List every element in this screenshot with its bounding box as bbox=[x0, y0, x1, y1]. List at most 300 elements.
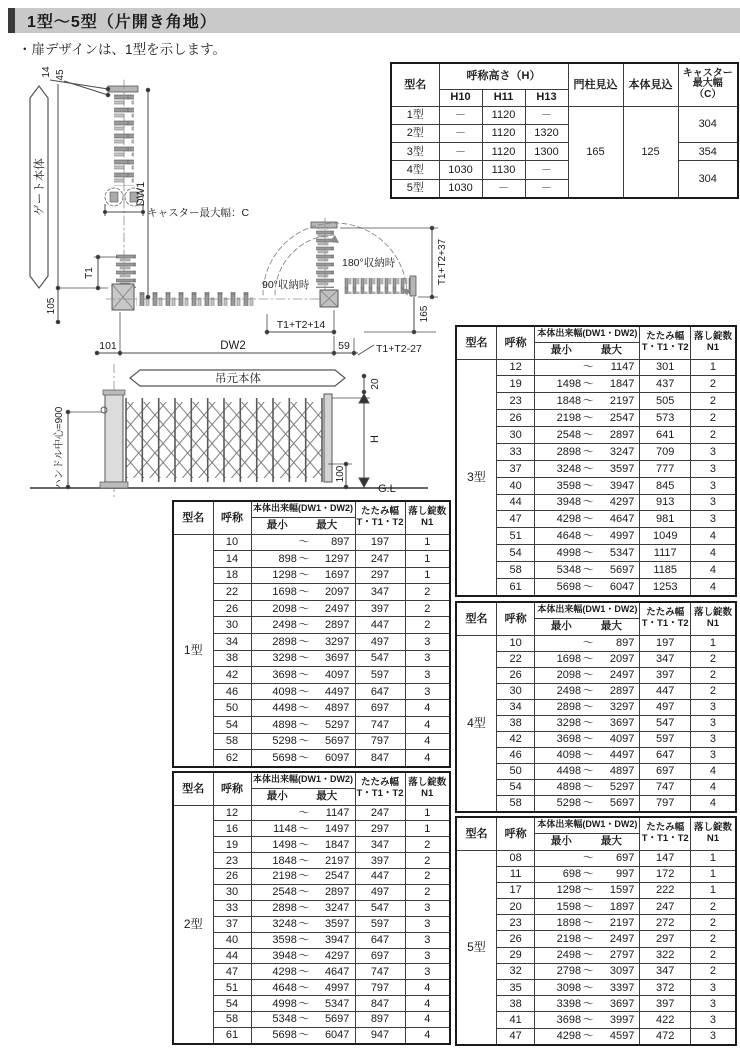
lock-count: 2 bbox=[405, 584, 450, 601]
tatami-width: 797 bbox=[355, 733, 405, 750]
size-name: 50 bbox=[496, 763, 534, 779]
lock-count: 2 bbox=[690, 915, 736, 931]
width-range: 2098 ～ 2497 bbox=[251, 600, 355, 617]
h11-value: － bbox=[482, 179, 525, 198]
table-row bbox=[456, 460, 736, 477]
width-range: 1298 ～ 1597 bbox=[535, 882, 640, 898]
tatami-width: 347 bbox=[355, 837, 405, 853]
size-name: 62 bbox=[213, 750, 251, 767]
table-row bbox=[456, 1012, 736, 1028]
tatami-width: 547 bbox=[355, 650, 405, 667]
size-name: 10 bbox=[496, 635, 534, 651]
tatami-width: 497 bbox=[355, 634, 405, 651]
table-row bbox=[173, 900, 450, 916]
table-row bbox=[173, 733, 450, 750]
dim-45-label: 45 bbox=[55, 69, 66, 81]
lock-count: 3 bbox=[690, 1012, 736, 1028]
width-range: ～ 1147 bbox=[251, 805, 355, 821]
width-range: 1298 ～ 1697 bbox=[251, 567, 355, 584]
caster-value: 354 bbox=[678, 143, 738, 161]
width-range: 3298 ～ 3697 bbox=[535, 715, 640, 731]
table-row bbox=[173, 600, 450, 617]
lock-count: 3 bbox=[690, 980, 736, 996]
tatami-width: 472 bbox=[640, 1028, 691, 1045]
table-row bbox=[456, 795, 736, 812]
h11-value: 1120 bbox=[482, 143, 525, 161]
lock-count: 3 bbox=[690, 494, 736, 511]
size-name: 20 bbox=[496, 899, 534, 915]
width-range: 2898 ～ 3297 bbox=[251, 634, 355, 651]
width-range: 4298 ～ 4647 bbox=[535, 511, 640, 528]
lock-count: 3 bbox=[690, 460, 736, 477]
col-header-min-max: 最小 最大 bbox=[251, 517, 355, 534]
lock-count: 4 bbox=[405, 1012, 450, 1028]
table-row bbox=[173, 584, 450, 601]
lock-count: 2 bbox=[690, 410, 736, 427]
width-range: 4298 ～ 4647 bbox=[251, 964, 355, 980]
page-title: 1型～5型（片開き角地） bbox=[27, 14, 217, 31]
lock-count: 2 bbox=[690, 683, 736, 699]
lock-count: 2 bbox=[690, 427, 736, 444]
width-range: 4898 ～ 5297 bbox=[535, 779, 640, 795]
col-header-min-max: 最小 最大 bbox=[251, 788, 355, 805]
h11-value: 1120 bbox=[482, 124, 525, 142]
tatami-width: 272 bbox=[640, 915, 691, 931]
table-row bbox=[456, 763, 736, 779]
width-range: 5348 ～ 5697 bbox=[251, 1012, 355, 1028]
table-row bbox=[173, 932, 450, 948]
width-range: 2098 ～ 2497 bbox=[535, 667, 640, 683]
tatami-width: 222 bbox=[640, 882, 691, 898]
size-table-model-1 bbox=[172, 500, 449, 768]
table-row bbox=[456, 683, 736, 699]
h11-value: 1130 bbox=[482, 161, 525, 179]
width-range: ～ 1147 bbox=[535, 359, 640, 376]
lock-count: 3 bbox=[405, 948, 450, 964]
size-name: 26 bbox=[496, 410, 534, 427]
size-name: 30 bbox=[496, 683, 534, 699]
height-spec-table-grid bbox=[390, 62, 739, 199]
lock-count: 2 bbox=[690, 651, 736, 667]
col-header-tatami: たたみ幅 T・T1・T2 bbox=[640, 602, 691, 635]
table-row bbox=[456, 376, 736, 393]
model-label: 4型 bbox=[391, 161, 439, 179]
size-name: 54 bbox=[496, 779, 534, 795]
tatami-width: 697 bbox=[355, 948, 405, 964]
size-name: 16 bbox=[213, 821, 251, 837]
dim-105-label: 105 bbox=[46, 297, 57, 315]
size-name: 19 bbox=[496, 376, 534, 393]
lock-count: 4 bbox=[405, 980, 450, 996]
table-row bbox=[456, 635, 736, 651]
col-header-lock: 落し錠数 N1 bbox=[405, 501, 450, 534]
col-header-body-depth: 本体見込 bbox=[623, 63, 678, 106]
size-name: 33 bbox=[213, 900, 251, 916]
table-row bbox=[456, 562, 736, 579]
lock-count: 2 bbox=[405, 600, 450, 617]
width-range: 2898 ～ 3297 bbox=[535, 699, 640, 715]
table-row bbox=[173, 964, 450, 980]
tatami-width: 1049 bbox=[640, 528, 691, 545]
tatami-width: 897 bbox=[355, 1012, 405, 1028]
width-range: 4098 ～ 4497 bbox=[251, 683, 355, 700]
width-range: 3948 ～ 4297 bbox=[535, 494, 640, 511]
table-row bbox=[173, 853, 450, 869]
width-range: 2198 ～ 2497 bbox=[535, 931, 640, 947]
table-row bbox=[456, 427, 736, 444]
tatami-width: 697 bbox=[640, 763, 691, 779]
size-name: 46 bbox=[213, 683, 251, 700]
col-header-caster: キャスター 最大幅 （C） bbox=[678, 63, 738, 106]
lock-count: 4 bbox=[405, 1027, 450, 1044]
tatami-width: 347 bbox=[640, 963, 691, 979]
table-row bbox=[456, 545, 736, 562]
size-name: 54 bbox=[496, 545, 534, 562]
width-range: 3698 ～ 3997 bbox=[535, 1012, 640, 1028]
width-range: 3698 ～ 4097 bbox=[251, 667, 355, 684]
dim-dw2-label: DW2 bbox=[220, 340, 246, 352]
width-range: 2498 ～ 2897 bbox=[535, 683, 640, 699]
col-header-width-group: 本体出来幅(DW1・DW2) bbox=[535, 817, 640, 833]
size-name: 58 bbox=[213, 733, 251, 750]
size-name: 40 bbox=[213, 932, 251, 948]
width-range: 698 ～ 997 bbox=[535, 866, 640, 882]
handle-center-label: ハンドル中心=900 bbox=[54, 406, 65, 490]
table-row bbox=[173, 996, 450, 1012]
size-name: 58 bbox=[496, 795, 534, 812]
size-name: 47 bbox=[496, 511, 534, 528]
width-range: 3098 ～ 3397 bbox=[535, 980, 640, 996]
size-name: 41 bbox=[496, 1012, 534, 1028]
tatami-width: 497 bbox=[640, 699, 691, 715]
h13-value: 1300 bbox=[525, 143, 568, 161]
size-table-model-2 bbox=[172, 771, 449, 1045]
width-range: 1848 ～ 2197 bbox=[535, 393, 640, 410]
tatami-width: 947 bbox=[355, 1027, 405, 1044]
lock-count: 3 bbox=[405, 667, 450, 684]
table-row bbox=[456, 578, 736, 596]
width-range: 4648 ～ 4997 bbox=[535, 528, 640, 545]
tatami-width: 697 bbox=[355, 700, 405, 717]
col-header-model: 型名 bbox=[456, 602, 496, 635]
height-spec-table bbox=[390, 62, 737, 199]
size-name: 17 bbox=[496, 882, 534, 898]
table-row bbox=[173, 567, 450, 584]
size-name: 50 bbox=[213, 700, 251, 717]
table-row bbox=[173, 667, 450, 684]
table-row bbox=[456, 494, 736, 511]
gate-body-label: ゲート本体 bbox=[34, 158, 46, 216]
tatami-width: 437 bbox=[640, 376, 691, 393]
width-range: 1698 ～ 2097 bbox=[251, 584, 355, 601]
h13-value: － bbox=[525, 179, 568, 198]
tatami-width: 847 bbox=[355, 996, 405, 1012]
tatami-width: 447 bbox=[355, 869, 405, 885]
table-row bbox=[173, 634, 450, 651]
col-header-model: 型名 bbox=[173, 772, 213, 805]
table-row bbox=[456, 915, 736, 931]
tatami-width: 397 bbox=[640, 667, 691, 683]
tatami-width: 641 bbox=[640, 427, 691, 444]
lock-count: 3 bbox=[405, 650, 450, 667]
size-name: 58 bbox=[213, 1012, 251, 1028]
lock-count: 3 bbox=[690, 511, 736, 528]
size-name: 47 bbox=[213, 964, 251, 980]
width-range: 4648 ～ 4997 bbox=[251, 980, 355, 996]
h10-value: － bbox=[439, 143, 482, 161]
width-range: 3698 ～ 4097 bbox=[535, 731, 640, 747]
lock-count: 4 bbox=[405, 996, 450, 1012]
size-name: 19 bbox=[213, 837, 251, 853]
size-name: 30 bbox=[213, 884, 251, 900]
width-range: 3248 ～ 3597 bbox=[251, 916, 355, 932]
table-row bbox=[391, 161, 738, 179]
table-row bbox=[173, 717, 450, 734]
tatami-width: 597 bbox=[640, 731, 691, 747]
size-name: 44 bbox=[496, 494, 534, 511]
size-name: 30 bbox=[213, 617, 251, 634]
lock-count: 3 bbox=[405, 900, 450, 916]
size-name: 26 bbox=[213, 869, 251, 885]
section-title-bar bbox=[8, 8, 740, 33]
table-row bbox=[173, 837, 450, 853]
size-table-body bbox=[456, 635, 736, 812]
dim-100-label: 100 bbox=[335, 465, 346, 483]
tatami-width: 1253 bbox=[640, 578, 691, 596]
col-header-h11: H11 bbox=[482, 89, 525, 106]
table-row bbox=[173, 805, 450, 821]
table-row bbox=[173, 700, 450, 717]
tatami-width: 747 bbox=[640, 779, 691, 795]
lock-count: 1 bbox=[690, 866, 736, 882]
tatami-width: 797 bbox=[640, 795, 691, 812]
width-range: 5698 ～ 6047 bbox=[535, 578, 640, 596]
tatami-width: 747 bbox=[355, 717, 405, 734]
lock-count: 3 bbox=[405, 634, 450, 651]
lock-count: 4 bbox=[405, 717, 450, 734]
width-range: 5698 ～ 6097 bbox=[251, 750, 355, 767]
lock-count: 1 bbox=[405, 567, 450, 584]
width-range: 1598 ～ 1897 bbox=[535, 899, 640, 915]
h10-value: － bbox=[439, 106, 482, 124]
tatami-width: 397 bbox=[355, 600, 405, 617]
tatami-width: 172 bbox=[640, 866, 691, 882]
col-header-width-group: 本体出来幅(DW1・DW2) bbox=[535, 602, 640, 618]
table-row bbox=[173, 683, 450, 700]
size-name: 44 bbox=[213, 948, 251, 964]
col-header-model: 型名 bbox=[456, 817, 496, 850]
size-name: 61 bbox=[213, 1027, 251, 1044]
table-row bbox=[173, 869, 450, 885]
table-row bbox=[173, 1012, 450, 1028]
tatami-width: 397 bbox=[355, 853, 405, 869]
table-row bbox=[173, 916, 450, 932]
col-header-width-group: 本体出来幅(DW1・DW2) bbox=[251, 772, 355, 788]
size-name: 38 bbox=[496, 996, 534, 1012]
lock-count: 1 bbox=[690, 850, 736, 866]
model-label: 2型 bbox=[391, 124, 439, 142]
size-name: 42 bbox=[213, 667, 251, 684]
store-90-label: 90°収納時 bbox=[262, 279, 310, 291]
size-table-grid bbox=[455, 325, 737, 597]
tatami-width: 297 bbox=[640, 931, 691, 947]
size-name: 54 bbox=[213, 717, 251, 734]
table-row bbox=[173, 948, 450, 964]
caster-value: 304 bbox=[678, 161, 738, 198]
lock-count: 3 bbox=[690, 996, 736, 1012]
lock-count: 1 bbox=[405, 534, 450, 551]
width-range: 3598 ～ 3947 bbox=[251, 932, 355, 948]
size-name: 34 bbox=[496, 699, 534, 715]
col-header-model: 型名 bbox=[173, 501, 213, 534]
col-header-width-group: 本体出来幅(DW1・DW2) bbox=[251, 501, 355, 517]
table-row bbox=[173, 750, 450, 767]
width-range: 3398 ～ 3697 bbox=[535, 996, 640, 1012]
width-range: 1898 ～ 2197 bbox=[535, 915, 640, 931]
lock-count: 4 bbox=[690, 578, 736, 596]
size-name: 26 bbox=[213, 600, 251, 617]
width-range: 4898 ～ 5297 bbox=[251, 717, 355, 734]
store-180-label: 180°収納時 bbox=[342, 257, 396, 269]
size-name: 38 bbox=[213, 650, 251, 667]
tatami-width: 981 bbox=[640, 511, 691, 528]
width-range: 2498 ～ 2897 bbox=[251, 617, 355, 634]
gl-label: G.L bbox=[378, 483, 396, 495]
size-name: 12 bbox=[213, 805, 251, 821]
size-name: 26 bbox=[496, 667, 534, 683]
lock-count: 4 bbox=[690, 763, 736, 779]
width-range: 2798 ～ 3097 bbox=[535, 963, 640, 979]
tatami-width: 647 bbox=[640, 747, 691, 763]
h13-value: － bbox=[525, 161, 568, 179]
lock-count: 3 bbox=[690, 715, 736, 731]
model-label: 1型 bbox=[391, 106, 439, 124]
body-depth-value: 125 bbox=[623, 106, 678, 198]
size-name: 61 bbox=[496, 578, 534, 596]
size-name: 32 bbox=[496, 963, 534, 979]
lock-count: 4 bbox=[405, 700, 450, 717]
lock-count: 2 bbox=[690, 899, 736, 915]
table-row bbox=[456, 667, 736, 683]
col-header-lock: 落し錠数 N1 bbox=[690, 326, 736, 359]
size-table-model-3 bbox=[455, 325, 737, 597]
model-label: 4型 bbox=[456, 635, 496, 812]
lock-count: 2 bbox=[405, 884, 450, 900]
h13-value: － bbox=[525, 106, 568, 124]
design-note: ・扉デザインは、1型を示します。 bbox=[18, 42, 226, 57]
width-range: 2548 ～ 2897 bbox=[251, 884, 355, 900]
tatami-width: 547 bbox=[355, 900, 405, 916]
tatami-width: 845 bbox=[640, 477, 691, 494]
lock-count: 3 bbox=[690, 1028, 736, 1045]
dim-165-label: 165 bbox=[419, 305, 430, 323]
col-header-min-max: 最小 最大 bbox=[535, 833, 640, 850]
table-row bbox=[456, 477, 736, 494]
dim-101-label: 101 bbox=[99, 340, 117, 352]
lock-count: 2 bbox=[405, 837, 450, 853]
width-range: 5348 ～ 5697 bbox=[535, 562, 640, 579]
col-header-tatami: たたみ幅 T・T1・T2 bbox=[640, 817, 691, 850]
model-label: 1型 bbox=[173, 534, 213, 767]
caster-value: 304 bbox=[678, 106, 738, 143]
table-row bbox=[173, 534, 450, 551]
tatami-width: 1185 bbox=[640, 562, 691, 579]
col-header-model: 型名 bbox=[456, 326, 496, 359]
table-row bbox=[456, 947, 736, 963]
table-row bbox=[391, 106, 738, 124]
col-header-lock: 落し錠数 N1 bbox=[690, 817, 736, 850]
model-label: 5型 bbox=[391, 179, 439, 198]
size-name: 37 bbox=[496, 460, 534, 477]
dim-t1-label: T1 bbox=[84, 267, 95, 279]
size-table-body bbox=[173, 534, 450, 767]
width-range: 3298 ～ 3697 bbox=[251, 650, 355, 667]
width-range: 5298 ～ 5697 bbox=[535, 795, 640, 812]
col-header-tatami: たたみ幅 T・T1・T2 bbox=[355, 501, 405, 534]
width-range: 4498 ～ 4897 bbox=[251, 700, 355, 717]
tatami-width: 709 bbox=[640, 443, 691, 460]
width-range: 4098 ～ 4497 bbox=[535, 747, 640, 763]
tatami-width: 297 bbox=[355, 567, 405, 584]
title-accent-bar bbox=[8, 8, 15, 33]
table-row bbox=[173, 980, 450, 996]
table-row bbox=[456, 731, 736, 747]
tatami-width: 322 bbox=[640, 947, 691, 963]
table-row bbox=[456, 850, 736, 866]
lock-count: 2 bbox=[405, 869, 450, 885]
gate-technical-drawing bbox=[8, 54, 448, 504]
table-row bbox=[456, 866, 736, 882]
tatami-width: 573 bbox=[640, 410, 691, 427]
col-header-model: 型名 bbox=[391, 63, 439, 106]
size-table-grid bbox=[172, 771, 451, 1045]
width-range: 2498 ～ 2797 bbox=[535, 947, 640, 963]
lock-count: 4 bbox=[690, 545, 736, 562]
width-range: 4998 ～ 5347 bbox=[251, 996, 355, 1012]
col-header-name: 呼称 bbox=[213, 501, 251, 534]
size-name: 12 bbox=[496, 359, 534, 376]
model-label: 5型 bbox=[456, 850, 496, 1045]
size-name: 23 bbox=[496, 915, 534, 931]
tatami-width: 797 bbox=[355, 980, 405, 996]
width-range: ～ 897 bbox=[535, 635, 640, 651]
tatami-width: 647 bbox=[355, 932, 405, 948]
lock-count: 1 bbox=[405, 551, 450, 568]
dim-dw1-label: DW1 bbox=[135, 181, 147, 207]
lock-count: 1 bbox=[690, 635, 736, 651]
lock-count: 3 bbox=[690, 443, 736, 460]
tatami-width: 247 bbox=[355, 805, 405, 821]
size-name: 23 bbox=[213, 853, 251, 869]
size-table-body bbox=[456, 850, 736, 1045]
h10-value: 1030 bbox=[439, 179, 482, 198]
lock-count: 3 bbox=[405, 916, 450, 932]
size-name: 46 bbox=[496, 747, 534, 763]
width-range: 2198 ～ 2547 bbox=[535, 410, 640, 427]
size-name: 47 bbox=[496, 1028, 534, 1045]
table-row bbox=[456, 715, 736, 731]
tatami-width: 447 bbox=[640, 683, 691, 699]
lock-count: 4 bbox=[405, 750, 450, 767]
dim-14-label: 14 bbox=[41, 66, 52, 78]
col-header-h13: H13 bbox=[525, 89, 568, 106]
table-row bbox=[173, 821, 450, 837]
col-header-name: 呼称 bbox=[496, 326, 534, 359]
dim-t1t2-14-label: T1+T2+14 bbox=[276, 319, 326, 331]
plan-labels bbox=[41, 66, 448, 355]
lock-count: 4 bbox=[405, 733, 450, 750]
tatami-width: 197 bbox=[355, 534, 405, 551]
